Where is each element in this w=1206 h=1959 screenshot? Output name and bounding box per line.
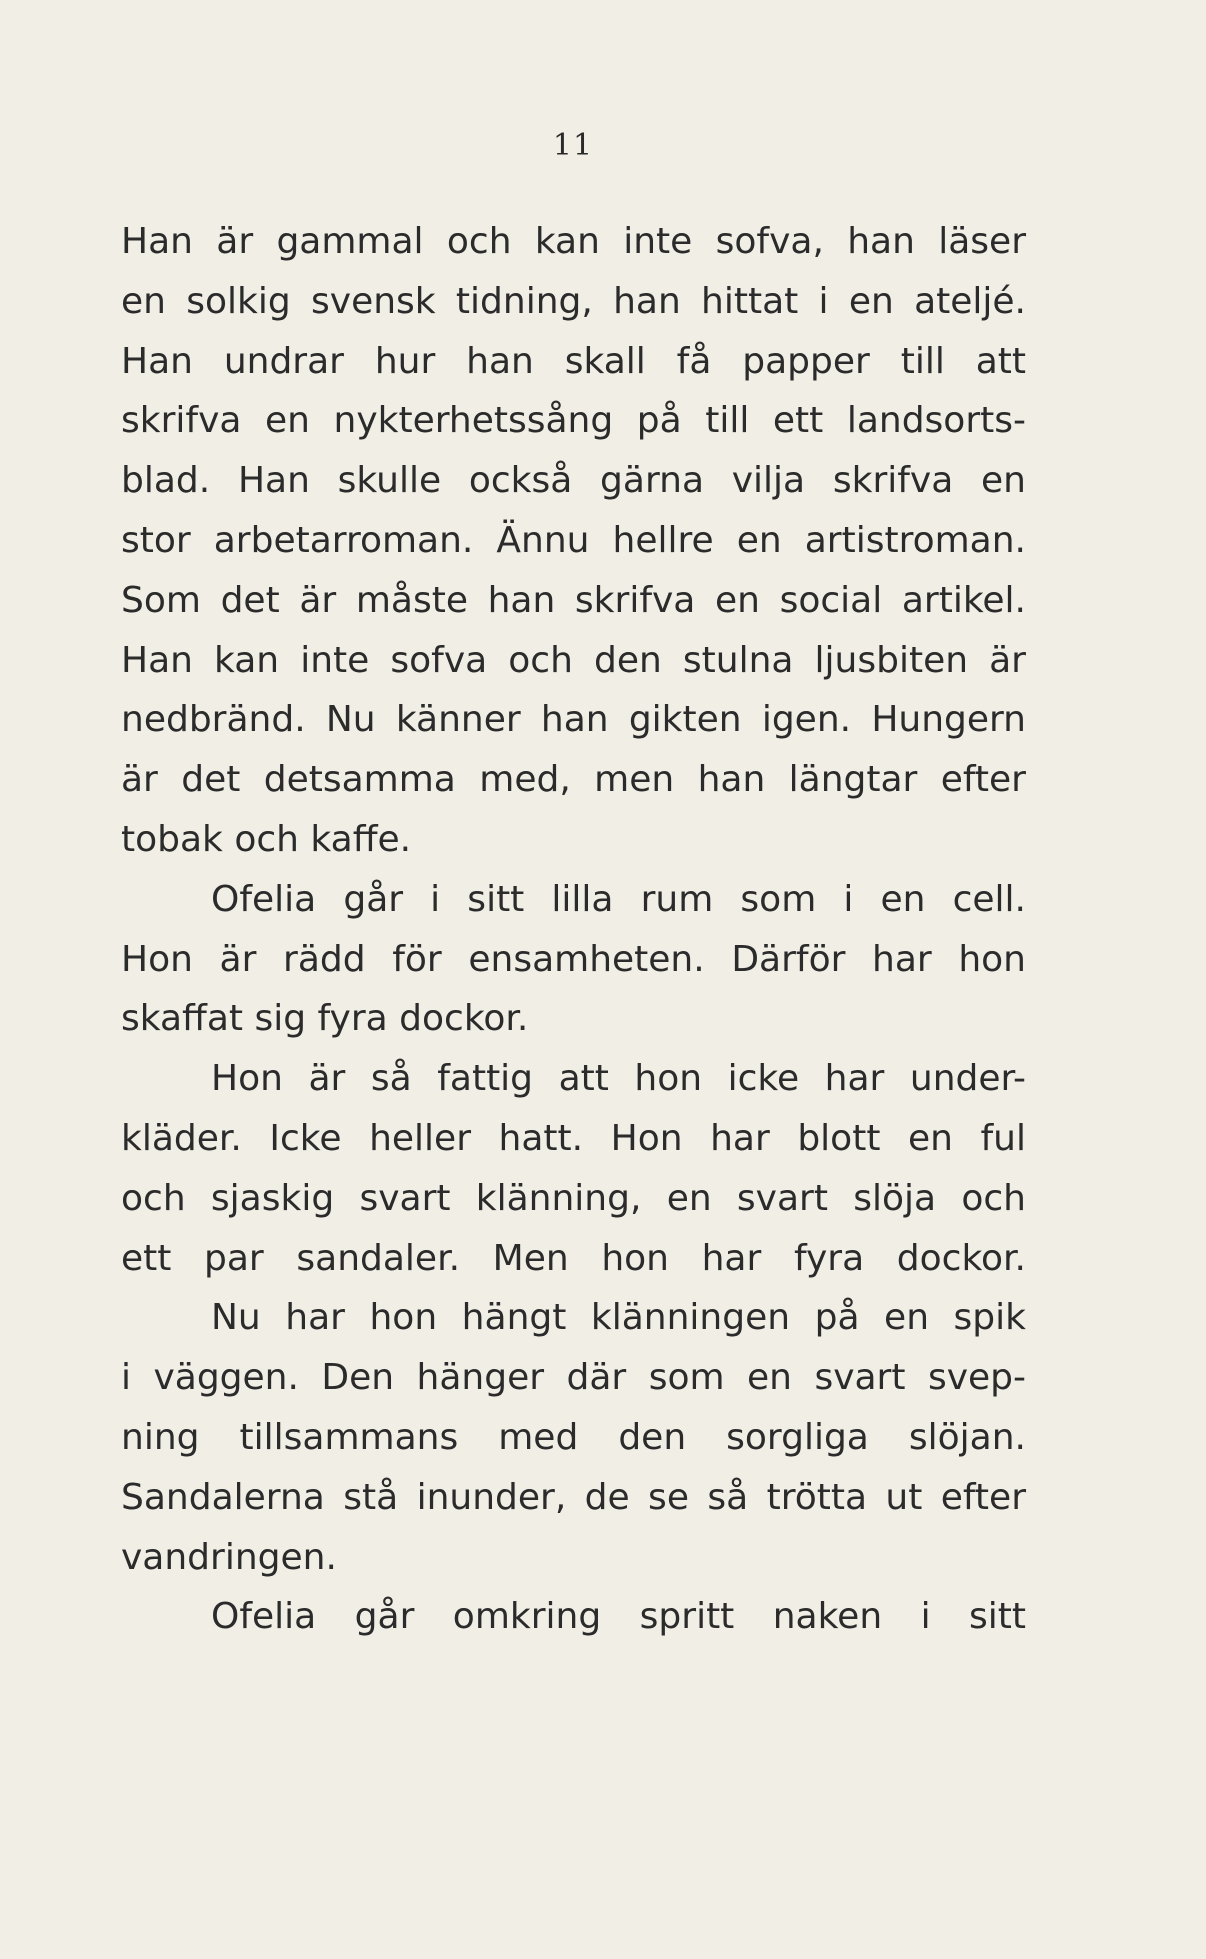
text-line: en solkig svensk tidning, han hittat i en ateljé. [121, 280, 1026, 322]
text-line: Hon är så fattig att hon icke har under- [211, 1058, 1026, 1100]
text-line: Han undrar hur han skall få papper till att [121, 340, 1026, 382]
text-line: Nu har hon hängt klänningen på en spik [211, 1297, 1026, 1339]
text-line: skaffat sig fyra dockor. [121, 998, 529, 1040]
text-line: i väggen. Den hänger där som en svart svep- [121, 1357, 1026, 1399]
text-line: Hon är rädd för ensamheten. Därför har hon [121, 938, 1026, 980]
text-line: kläder. Icke heller hatt. Hon har blott en ful [121, 1117, 1026, 1159]
text-line: skrifva en nykterhetssång på till ett landsorts- [121, 400, 1026, 442]
text-line: blad. Han skulle också gärna vilja skrifva en [121, 460, 1026, 502]
text-line: vandringen. [121, 1536, 337, 1578]
text-line: ning tillsammans med den sorgliga slöjan. [121, 1416, 1026, 1458]
text-line: Han är gammal och kan inte sofva, han läser [121, 221, 1026, 262]
text-line: Sandalerna stå inunder, de se så trötta ut efter [121, 1476, 1026, 1518]
text-line: Ofelia går i sitt lilla rum som i en cell. [211, 878, 1026, 920]
text-line: tobak och kaffe. [121, 818, 412, 860]
text-line: nedbränd. Nu känner han gikten igen. Hungern [121, 699, 1026, 741]
text-line: Han kan inte sofva och den stulna ljusbiten är [121, 639, 1026, 681]
text-line: Som det är måste han skrifva en social artikel. [121, 579, 1026, 621]
text-line: ett par sandaler. Men hon har fyra dockor. [121, 1237, 1026, 1279]
text-line: och sjaskig svart klänning, en svart slöja och [121, 1177, 1026, 1219]
text-line: stor arbetarroman. Ännu hellre en artistroman. [121, 519, 1026, 561]
page-number: 11 [552, 128, 594, 163]
text-line: Ofelia går omkring spritt naken i sitt [211, 1596, 1026, 1638]
body-text [121, 212, 1026, 1647]
text-line: är det detsamma med, men han längtar efter [121, 759, 1026, 801]
